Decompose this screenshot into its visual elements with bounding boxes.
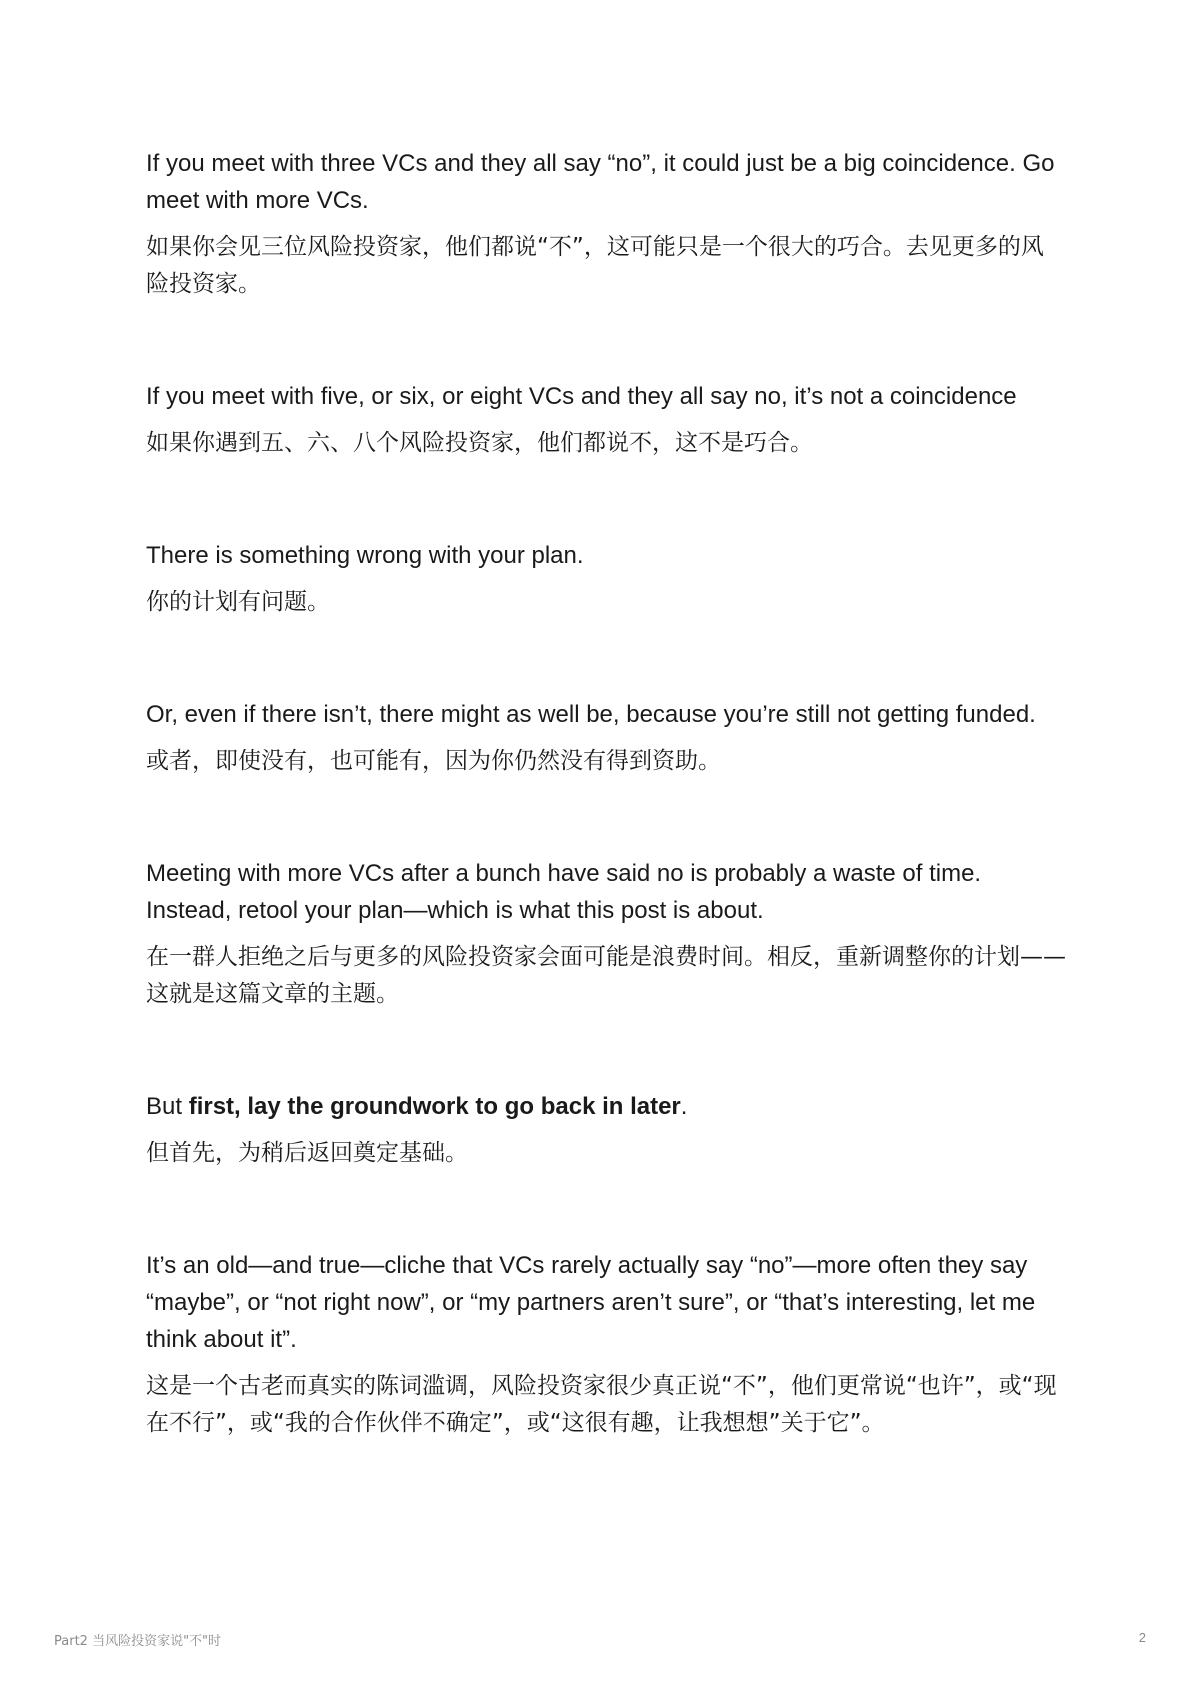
- english-text: If you meet with three VCs and they all say “no”, it could just be a big coincidence. Go meet with more VCs.: [146, 150, 1055, 214]
- english-text-bold: first, lay the groundwork to go back in later: [188, 1093, 681, 1120]
- paragraph-eight-vcs: [146, 378, 1066, 462]
- chinese-text: 但首先，为稍后返回奠定基础。: [146, 1140, 468, 1166]
- chinese-text: 如果你遇到五、六、八个风险投资家，他们都说不，这不是巧合。: [146, 430, 813, 456]
- page-number: 2: [1138, 1630, 1146, 1645]
- chinese-text: 在一群人拒绝之后与更多的风险投资家会面可能是浪费时间。相反，重新调整你的计划——这就是这篇文章的主题。: [146, 944, 1066, 1007]
- chinese-text: 这是一个古老而真实的陈词滥调，风险投资家很少真正说“不”，他们更常说“也许”，或“现在不行”，或“我的合作伙伴不确定”，或“这很有趣，让我想想”关于它”。: [146, 1373, 1057, 1436]
- english-text: It’s an old—and true—cliche that VCs rarely actually say “no”—more often they say “maybe”, or “not right now”, or “my partners aren’t sure”, or “that’s interesting, let me think about it”.: [146, 1252, 1036, 1353]
- english-text: If you meet with five, or six, or eight VCs and they all say no, it’s not a coincidence: [146, 383, 1017, 410]
- paragraph-groundwork: [146, 1088, 1066, 1172]
- english-text: Meeting with more VCs after a bunch have said no is probably a waste of time. Instead, retool your plan—which is what this post is about.: [146, 860, 982, 924]
- paragraph-cliche: [146, 1247, 1066, 1442]
- chinese-text: 或者，即使没有，也可能有，因为你仍然没有得到资助。: [146, 748, 721, 774]
- english-text: Or, even if there isn’t, there might as well be, because you’re still not getting funded.: [146, 701, 1036, 728]
- document-body: [146, 145, 1066, 1517]
- footer-section-title: Part2 当风险投资家说"不"时: [54, 1634, 222, 1649]
- paragraph-three-vcs: [146, 145, 1066, 303]
- paragraph-not-funded: [146, 696, 1066, 780]
- english-text: [146, 1088, 1066, 1125]
- english-text-prefix: But: [146, 1093, 189, 1120]
- english-text: There is something wrong with your plan.: [146, 542, 584, 569]
- paragraph-retool-plan: [146, 855, 1066, 1013]
- chinese-text: 你的计划有问题。: [146, 589, 330, 615]
- paragraph-wrong-plan: [146, 537, 1066, 621]
- chinese-text: 如果你会见三位风险投资家，他们都说“不”，这可能只是一个很大的巧合。去见更多的风险投资家。: [146, 234, 1044, 297]
- english-text-suffix: .: [680, 1093, 688, 1120]
